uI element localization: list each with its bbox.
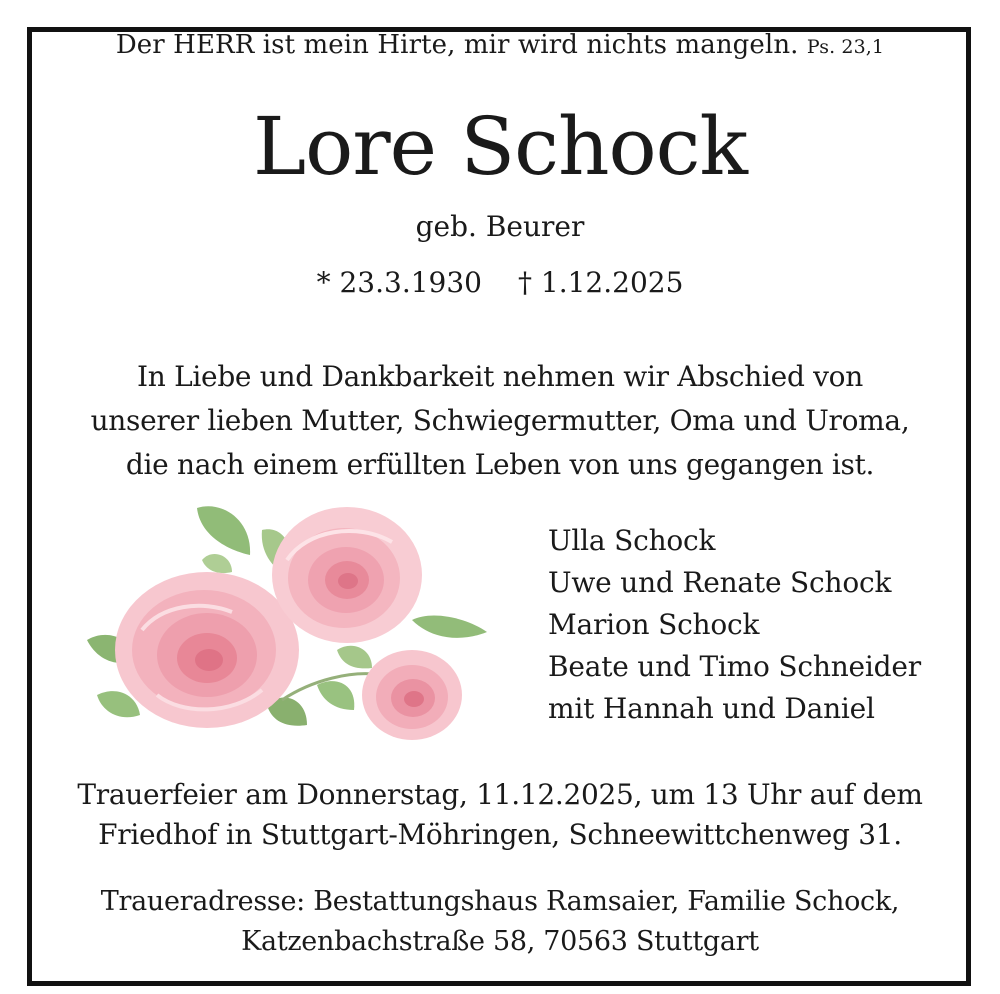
farewell-text [0, 355, 1000, 487]
bible-verse-text: Der HERR ist mein Hirte, mir wird nichts mangeln. [115, 30, 799, 60]
address-line: Katzenbachstraße 58, 70563 Stuttgart [241, 926, 759, 957]
mourning-address [0, 882, 1000, 962]
mourner-name: Beate und Timo Schneider [548, 650, 921, 683]
mourners-list [548, 520, 921, 730]
death-date: † 1.12.2025 [518, 266, 684, 299]
service-line: Trauerfeier am Donnerstag, 11.12.2025, um 13 Uhr auf dem [77, 778, 923, 811]
address-line: Traueradresse: Bestattungshaus Ramsaier, Familie Schock, [100, 886, 900, 917]
mourner-name: mit Hannah und Daniel [548, 692, 875, 725]
bible-verse [0, 30, 1000, 60]
mourner-name: Uwe und Renate Schock [548, 566, 892, 599]
bible-verse-reference: Ps. 23,1 [806, 36, 885, 58]
deceased-name: Lore Schock [253, 100, 747, 193]
farewell-line: unserer lieben Mutter, Schwiegermutter, Oma und Uroma, [90, 404, 910, 437]
birth-date: * 23.3.1930 [316, 266, 482, 299]
farewell-line: In Liebe und Dankbarkeit nehmen wir Abschied von [137, 360, 863, 393]
service-line: Friedhof in Stuttgart-Möhringen, Schneewittchenweg 31. [98, 818, 902, 851]
mourner-name: Marion Schock [548, 608, 760, 641]
farewell-line: die nach einem erfüllten Leben von uns gegangen ist. [125, 448, 875, 481]
funeral-service-info [0, 775, 1000, 855]
life-dates [0, 266, 1000, 299]
maiden-name: geb. Beurer [415, 210, 585, 243]
rose-bouquet-illustration [82, 500, 492, 755]
mourner-name: Ulla Schock [548, 524, 716, 557]
